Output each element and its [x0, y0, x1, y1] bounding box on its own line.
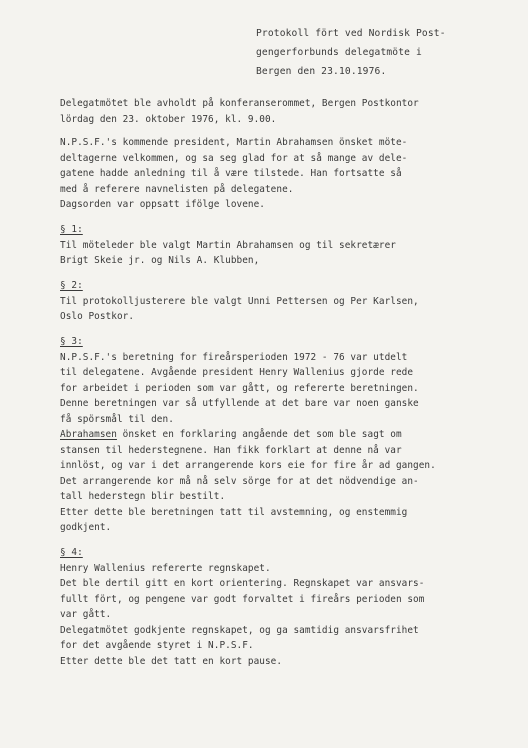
section-4-line: for det avgående styret i N.P.S.F. [60, 640, 254, 651]
paragraph-line: deltagerne velkommen, og sa seg glad for at så mange av dele- [60, 152, 408, 164]
section-heading-1: § 1: [60, 223, 83, 235]
title-line: gengerforbunds delegatmöte i [256, 47, 422, 58]
section-1-line: Brigt Skeie jr. og Nils A. Klubben, [60, 255, 260, 266]
section-3-line: stansen til hederstegnene. Han fikk forklart at denne nå var [60, 444, 402, 456]
section-4-line: Etter dette ble det tatt en kort pause. [60, 655, 283, 667]
section-4-line: Henry Wallenius refererte regnskapet. [60, 562, 271, 574]
section-3-line: få spörsmål til den. [60, 413, 174, 425]
section-heading-4: § 4: [60, 546, 83, 558]
underlined-name: Abrahamsen [60, 429, 117, 440]
title-line: Protokoll fört ved Nordisk Post- [256, 28, 446, 39]
paragraph-line: med å referere navnelisten på delegatene. [60, 183, 294, 195]
section-3-line: for arbeidet i perioden som var gått, og refererte beretningen. [60, 382, 419, 394]
section-heading-2: § 2: [60, 279, 83, 291]
section-3-line: tall hederstegn blir bestilt. [60, 491, 226, 502]
document-title [256, 24, 516, 81]
section-3-line: Denne beretningen var så utfyllende at det bare var noen ganske [60, 398, 419, 409]
section-2-line: Oslo Postkor. [60, 311, 135, 322]
section-4-line: Delegatmötet godkjente regnskapet, og ga samtidig ansvarsfrihet [60, 624, 419, 636]
section-4-line: var gått. [60, 609, 112, 620]
section-3-line [60, 427, 522, 443]
section-4-line: Det ble dertil gitt en kort orientering. Regnskapet var ansvars- [60, 578, 425, 589]
paragraph-line: N.P.S.F.'s kommende president, Martin Abrahamsen önsket möte- [60, 137, 408, 148]
section-3-line: Det arrangerende kor må nå selv sörge for at det nödvendige an- [60, 475, 419, 487]
section-3-line: godkjent. [60, 522, 112, 533]
section-3-line: Etter dette ble beretningen tatt til avstemning, og enstemmig [60, 506, 408, 518]
section-3-line: til delegatene. Avgående president Henry Wallenius gjorde rede [60, 367, 414, 378]
intro-line: Delegatmötet ble avholdt på konferanserommet, Bergen Postkontor [60, 98, 419, 109]
paragraph-line: Dagsorden var oppsatt ifölge lovene. [60, 199, 265, 210]
title-line: Bergen den 23.10.1976. [256, 66, 387, 77]
section-2-line: Til protokolljusterere ble valgt Unni Pettersen og Per Karlsen, [60, 295, 419, 307]
intro-line: lördag den 23. oktober 1976, kl. 9.00. [60, 113, 277, 125]
section-4-line: fullt fört, og pengene var godt forvaltet i fireårs perioden som [60, 593, 425, 605]
section-3-line: N.P.S.F.'s beretning for fireårsperioden 1972 - 76 var utdelt [60, 351, 408, 363]
section-3-line: innlöst, og var i det arrangerende kors eie for fire år ad gangen. [60, 460, 436, 471]
document-body [60, 96, 522, 669]
section-3-text: önsket en forklaring angående det som ble sagt om [116, 429, 402, 440]
paragraph-line: gatene hadde anledning til å være tilstede. Han fortsatte så [60, 168, 402, 179]
section-1-line: Til möteleder ble valgt Martin Abrahamsen og til sekretærer [60, 239, 396, 251]
section-heading-3: § 3: [60, 335, 83, 347]
